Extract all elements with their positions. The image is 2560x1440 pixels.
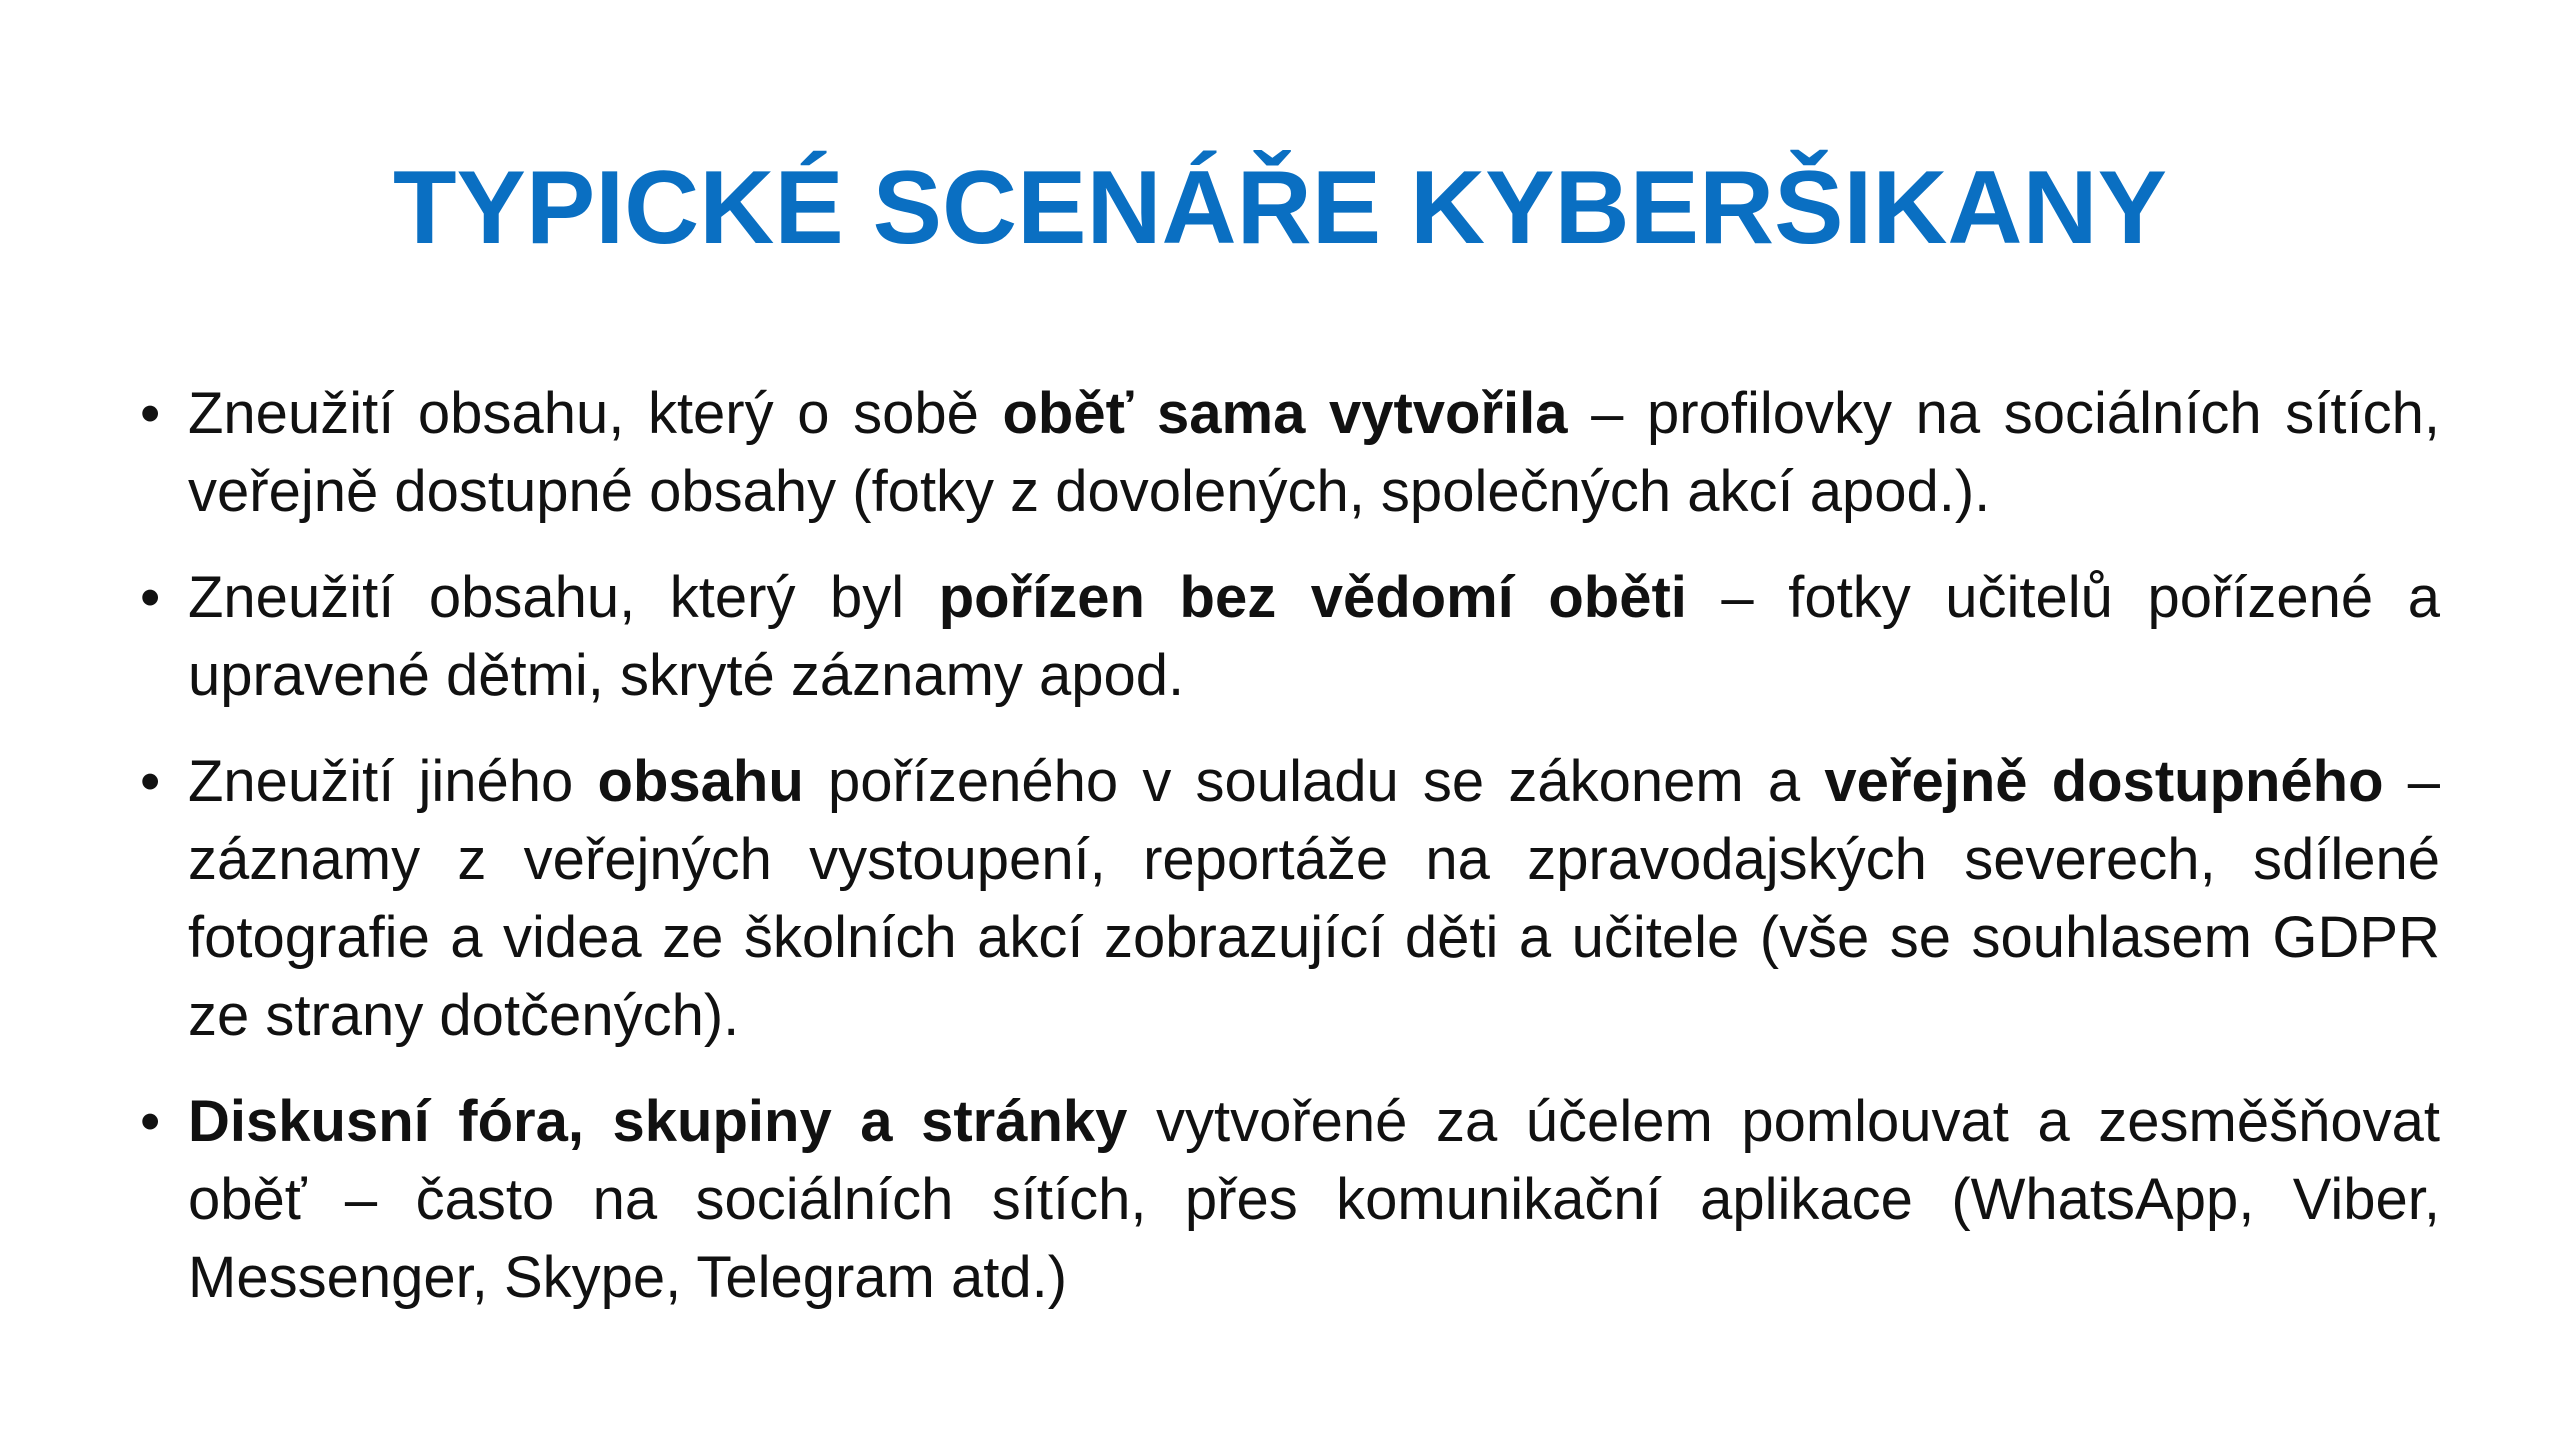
bullet-bold-text: veřejně dostupného xyxy=(1824,749,2384,814)
bullet-text: pořízeného v souladu se zákonem a xyxy=(803,749,1825,814)
bullet-bold-text: pořízen bez vědomí oběti xyxy=(938,565,1687,630)
bullet-bold-text: oběť sama vytvořila xyxy=(1002,381,1568,446)
bullet-item-4 xyxy=(140,1083,2440,1317)
bullet-item-1 xyxy=(140,375,2440,531)
bullet-dot-icon: • xyxy=(140,565,161,630)
bullet-item-2 xyxy=(140,559,2440,715)
bullet-bold-text: obsahu xyxy=(597,749,804,814)
bullet-dot-icon: • xyxy=(140,749,161,814)
bullet-dot-icon: • xyxy=(140,1089,161,1154)
bullet-text: – profilovky na sociálních sítích, veřejně dostupné obsahy (fotky z dovolených, společných akcí apod.). xyxy=(188,381,2440,524)
bullet-text: Zneužití obsahu, který byl xyxy=(188,565,939,630)
bullet-bold-text: Diskusní fóra, skupiny a stránky xyxy=(188,1089,1128,1154)
bullet-list xyxy=(140,375,2440,1345)
bullet-text: – záznamy z veřejných vystoupení, reportáže na zpravodajských severech, sdílené fotografie a videa ze školních akcí zobrazující děti a učitele (vše se souhlasem GDPR ze strany dotčených). xyxy=(188,749,2440,1048)
bullet-text: Zneužití jiného xyxy=(188,749,598,814)
bullet-dot-icon: • xyxy=(140,381,161,446)
bullet-item-3 xyxy=(140,743,2440,1055)
slide-title: TYPICKÉ SCENÁŘE KYBERŠIKANY xyxy=(392,150,2168,266)
bullet-text: – fotky učitelů pořízené a upravené dětmi, skryté záznamy apod. xyxy=(188,565,2440,708)
bullet-text: Zneužití obsahu, který o sobě xyxy=(188,381,1003,446)
bullet-text: vytvořené za účelem pomlouvat a zesměšňovat oběť – často na sociálních sítích, přes komunikační aplikace (WhatsApp, Viber, Messenger, Skype, Telegram atd.) xyxy=(188,1089,2441,1310)
